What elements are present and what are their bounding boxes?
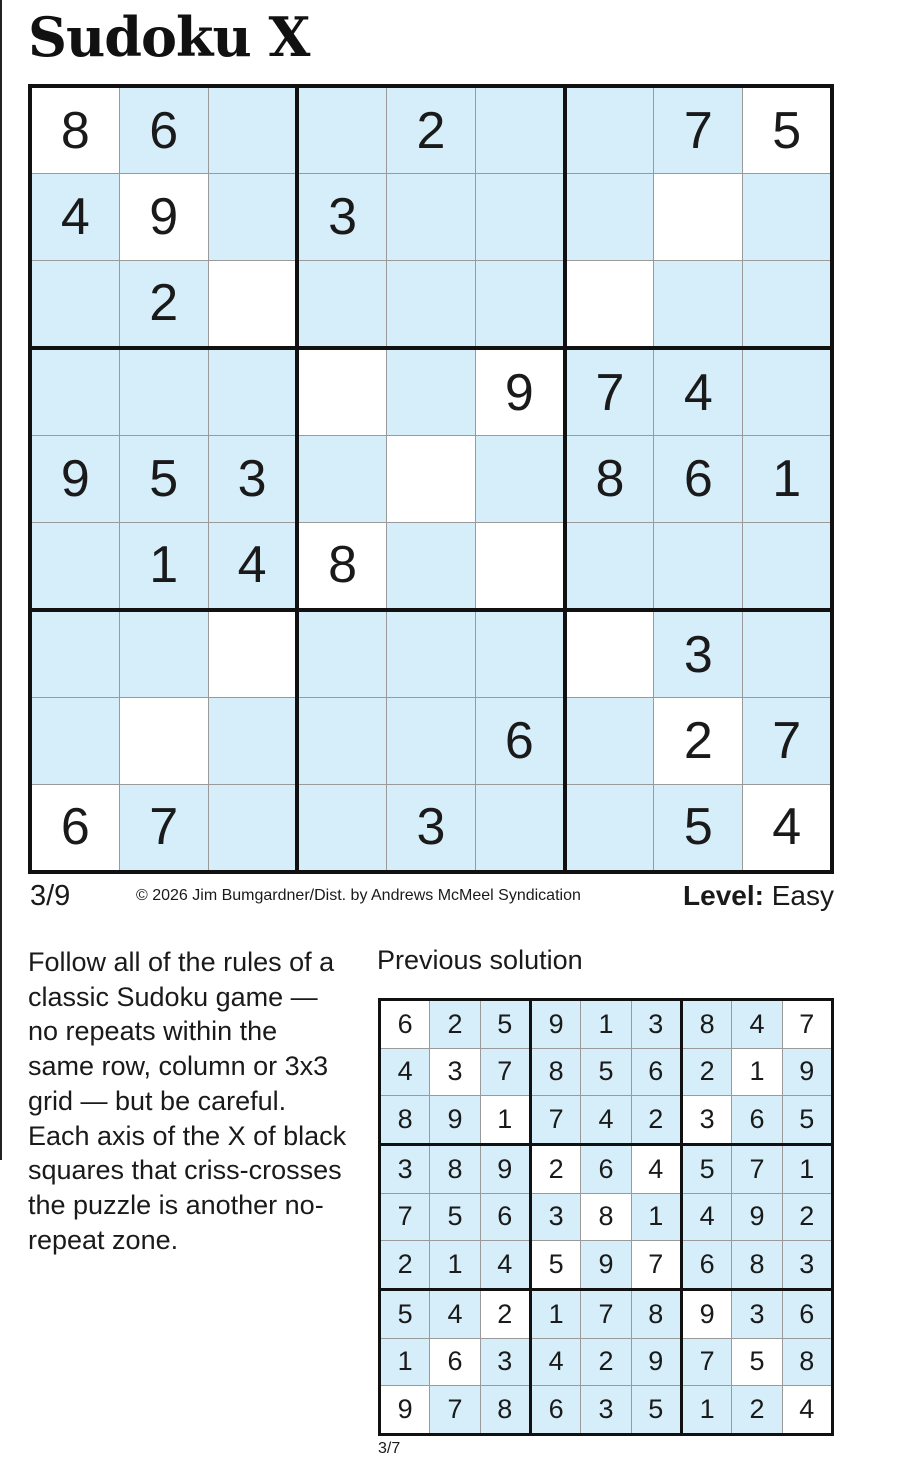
copyright-notice: © 2026 Jim Bumgardner/Dist. by Andrews McMeel Syndication [136, 887, 581, 904]
solution-cell-r5c6[interactable]: 1 [631, 1193, 681, 1241]
solution-cell-r1c7[interactable]: 8 [681, 1000, 731, 1049]
puzzle-cell-r4c6[interactable]: 9 [476, 348, 565, 436]
solution-cell-r8c8[interactable]: 5 [732, 1338, 782, 1386]
solution-cell-r4c9[interactable]: 1 [782, 1144, 832, 1193]
solution-cell-r9c3[interactable]: 8 [480, 1386, 530, 1435]
solution-cell-r8c2[interactable]: 6 [430, 1338, 480, 1386]
previous-solution-number: 3/7 [378, 1440, 401, 1457]
previous-solution-grid [378, 998, 834, 1436]
solution-cell-r1c5[interactable]: 1 [581, 1000, 631, 1049]
sudoku-x-puzzle-grid [28, 84, 834, 874]
puzzle-cell-r7c6[interactable] [476, 610, 565, 698]
solution-cell-r3c1[interactable]: 8 [380, 1096, 430, 1145]
puzzle-cell-r6c3[interactable]: 4 [208, 522, 297, 610]
puzzle-cell-r2c3[interactable] [208, 174, 297, 260]
solution-cell-r5c5[interactable]: 8 [581, 1193, 631, 1241]
puzzle-cell-r7c4[interactable] [297, 610, 386, 698]
solution-cell-r1c2[interactable]: 2 [430, 1000, 480, 1049]
solution-cell-r2c1[interactable]: 4 [380, 1048, 430, 1096]
puzzle-cell-r6c7[interactable] [565, 522, 654, 610]
solution-cell-r2c8[interactable]: 1 [732, 1048, 782, 1096]
puzzle-cell-r3c2[interactable]: 2 [119, 260, 208, 348]
solution-cell-r4c3[interactable]: 9 [480, 1144, 530, 1193]
solution-cell-r7c8[interactable]: 3 [732, 1289, 782, 1338]
puzzle-cell-r1c6[interactable] [476, 86, 565, 174]
solution-cell-row [380, 1193, 833, 1241]
puzzle-cell-r3c7[interactable] [565, 260, 654, 348]
solution-cell-r2c3[interactable]: 7 [480, 1048, 530, 1096]
solution-cell-r3c9[interactable]: 5 [782, 1096, 832, 1145]
puzzle-cell-r9c1[interactable]: 6 [30, 784, 119, 872]
solution-cell-r9c7[interactable]: 1 [681, 1386, 731, 1435]
puzzle-cell-r9c9[interactable]: 4 [743, 784, 832, 872]
solution-cell-r1c3[interactable]: 5 [480, 1000, 530, 1049]
puzzle-cell-r7c2[interactable] [119, 610, 208, 698]
puzzle-cell-row [30, 260, 832, 348]
puzzle-cell-r2c5[interactable] [386, 174, 475, 260]
puzzle-cell-r7c9[interactable] [743, 610, 832, 698]
solution-cell-r8c1[interactable]: 1 [380, 1338, 430, 1386]
solution-cell-r5c7[interactable]: 4 [681, 1193, 731, 1241]
solution-cell-r9c1[interactable]: 9 [380, 1386, 430, 1435]
solution-cell-r2c7[interactable]: 2 [681, 1048, 731, 1096]
puzzle-cell-r9c6[interactable] [476, 784, 565, 872]
solution-cell-r2c2[interactable]: 3 [430, 1048, 480, 1096]
solution-cell-r1c6[interactable]: 3 [631, 1000, 681, 1049]
puzzle-number: 3/9 [30, 880, 71, 912]
solution-cell-r8c7[interactable]: 7 [681, 1338, 731, 1386]
solution-cell-r6c9[interactable]: 3 [782, 1241, 832, 1290]
left-margin-rule [0, 0, 2, 1160]
puzzle-cell-r5c1[interactable]: 9 [30, 436, 119, 522]
puzzle-cell-r6c5[interactable] [386, 522, 475, 610]
puzzle-cell-r9c4[interactable] [297, 784, 386, 872]
puzzle-cell-row [30, 436, 832, 522]
puzzle-cell-r7c1[interactable] [30, 610, 119, 698]
puzzle-cell-r8c9[interactable]: 7 [743, 698, 832, 784]
puzzle-cell-r5c5[interactable] [386, 436, 475, 522]
solution-cell-r6c1[interactable]: 2 [380, 1241, 430, 1290]
puzzle-cell-r3c4[interactable] [297, 260, 386, 348]
solution-cell-r8c5[interactable]: 2 [581, 1338, 631, 1386]
puzzle-cell-r5c6[interactable] [476, 436, 565, 522]
solution-cell-r5c2[interactable]: 5 [430, 1193, 480, 1241]
puzzle-cell-row [30, 610, 832, 698]
puzzle-cell-r4c4[interactable] [297, 348, 386, 436]
solution-cell-row [380, 1386, 833, 1435]
solution-cell-r8c6[interactable]: 9 [631, 1338, 681, 1386]
solution-cell-r6c5[interactable]: 9 [581, 1241, 631, 1290]
puzzle-cell-row [30, 522, 832, 610]
puzzle-cell-r8c2[interactable] [119, 698, 208, 784]
solution-cell-r8c9[interactable]: 8 [782, 1338, 832, 1386]
puzzle-cell-r2c9[interactable] [743, 174, 832, 260]
solution-cell-r4c6[interactable]: 4 [631, 1144, 681, 1193]
puzzle-cell-r3c5[interactable] [386, 260, 475, 348]
solution-cell-r9c5[interactable]: 3 [581, 1386, 631, 1435]
solution-cell-r4c1[interactable]: 3 [380, 1144, 430, 1193]
puzzle-cell-r9c7[interactable] [565, 784, 654, 872]
puzzle-cell-r1c4[interactable] [297, 86, 386, 174]
solution-cell-r8c3[interactable]: 3 [480, 1338, 530, 1386]
solution-cell-r9c8[interactable]: 2 [732, 1386, 782, 1435]
puzzle-cell-r4c3[interactable] [208, 348, 297, 436]
solution-cell-r6c6[interactable]: 7 [631, 1241, 681, 1290]
puzzle-cell-row [30, 784, 832, 872]
puzzle-cell-r7c5[interactable] [386, 610, 475, 698]
puzzle-cell-r5c3[interactable]: 3 [208, 436, 297, 522]
puzzle-cell-r1c5[interactable]: 2 [386, 86, 475, 174]
solution-cell-r5c4[interactable]: 3 [530, 1193, 580, 1241]
puzzle-cell-r6c6[interactable] [476, 522, 565, 610]
puzzle-cell-r1c7[interactable] [565, 86, 654, 174]
solution-cell-r8c4[interactable]: 4 [530, 1338, 580, 1386]
puzzle-cell-r4c7[interactable]: 7 [565, 348, 654, 436]
solution-cell-r3c2[interactable]: 9 [430, 1096, 480, 1145]
puzzle-cell-r1c3[interactable] [208, 86, 297, 174]
solution-cell-r9c6[interactable]: 5 [631, 1386, 681, 1435]
level-value: Easy [771, 880, 834, 911]
puzzle-cell-r2c6[interactable] [476, 174, 565, 260]
puzzle-cell-r2c2[interactable]: 9 [119, 174, 208, 260]
solution-cell-r7c5[interactable]: 7 [581, 1289, 631, 1338]
puzzle-cell-r6c8[interactable] [654, 522, 743, 610]
solution-cell-r1c9[interactable]: 7 [782, 1000, 832, 1049]
puzzle-cell-r1c9[interactable]: 5 [743, 86, 832, 174]
puzzle-cell-r2c7[interactable] [565, 174, 654, 260]
solution-cell-r3c8[interactable]: 6 [732, 1096, 782, 1145]
solution-cell-r2c9[interactable]: 9 [782, 1048, 832, 1096]
puzzle-cell-r7c3[interactable] [208, 610, 297, 698]
puzzle-cell-r5c7[interactable]: 8 [565, 436, 654, 522]
solution-cell-r2c5[interactable]: 5 [581, 1048, 631, 1096]
solution-cell-r4c2[interactable]: 8 [430, 1144, 480, 1193]
solution-cell-r5c9[interactable]: 2 [782, 1193, 832, 1241]
solution-cell-r1c1[interactable]: 6 [380, 1000, 430, 1049]
solution-cell-r7c6[interactable]: 8 [631, 1289, 681, 1338]
puzzle-cell-r8c7[interactable] [565, 698, 654, 784]
puzzle-cell-r5c9[interactable]: 1 [743, 436, 832, 522]
solution-cell-r5c3[interactable]: 6 [480, 1193, 530, 1241]
puzzle-cell-row [30, 86, 832, 174]
puzzle-cell-r8c4[interactable] [297, 698, 386, 784]
solution-cell-r4c8[interactable]: 7 [732, 1144, 782, 1193]
solution-cell-r9c2[interactable]: 7 [430, 1386, 480, 1435]
puzzle-cell-r2c8[interactable] [654, 174, 743, 260]
level-label: Level: [683, 880, 764, 911]
solution-cell-r6c2[interactable]: 1 [430, 1241, 480, 1290]
puzzle-cell-r3c6[interactable] [476, 260, 565, 348]
puzzle-cell-r6c1[interactable] [30, 522, 119, 610]
solution-cell-r1c4[interactable]: 9 [530, 1000, 580, 1049]
solution-cell-r7c3[interactable]: 2 [480, 1289, 530, 1338]
puzzle-cell-r3c1[interactable] [30, 260, 119, 348]
solution-cell-r5c8[interactable]: 9 [732, 1193, 782, 1241]
solution-cell-r7c9[interactable]: 6 [782, 1289, 832, 1338]
solution-cell-r6c3[interactable]: 4 [480, 1241, 530, 1290]
puzzle-cell-r4c5[interactable] [386, 348, 475, 436]
solution-cell-r3c4[interactable]: 7 [530, 1096, 580, 1145]
solution-cell-row [380, 1241, 833, 1290]
puzzle-cell-r9c5[interactable]: 3 [386, 784, 475, 872]
puzzle-cell-r4c2[interactable] [119, 348, 208, 436]
solution-cell-r2c6[interactable]: 6 [631, 1048, 681, 1096]
solution-cell-row [380, 1000, 833, 1049]
puzzle-cell-r7c7[interactable] [565, 610, 654, 698]
puzzle-cell-r1c2[interactable]: 6 [119, 86, 208, 174]
puzzle-cell-r6c9[interactable] [743, 522, 832, 610]
solution-cell-r4c7[interactable]: 5 [681, 1144, 731, 1193]
puzzle-cell-r6c4[interactable]: 8 [297, 522, 386, 610]
puzzle-cell-r2c4[interactable]: 3 [297, 174, 386, 260]
difficulty-level [683, 880, 834, 912]
solution-cell-r9c4[interactable]: 6 [530, 1386, 580, 1435]
solution-cell-r4c4[interactable]: 2 [530, 1144, 580, 1193]
solution-cell-r1c8[interactable]: 4 [732, 1000, 782, 1049]
previous-solution-heading: Previous solution [377, 945, 583, 975]
puzzle-title: Sudoku X [28, 5, 310, 69]
puzzle-cell-r8c6[interactable]: 6 [476, 698, 565, 784]
puzzle-cell-r8c3[interactable] [208, 698, 297, 784]
solution-cell-r6c8[interactable]: 8 [732, 1241, 782, 1290]
solution-cell-r7c2[interactable]: 4 [430, 1289, 480, 1338]
solution-cell-row [380, 1048, 833, 1096]
solution-cell-row [380, 1096, 833, 1145]
solution-cell-r3c3[interactable]: 1 [480, 1096, 530, 1145]
solution-cell-r7c7[interactable]: 9 [681, 1289, 731, 1338]
solution-cell-r6c7[interactable]: 6 [681, 1241, 731, 1290]
puzzle-cell-r5c8[interactable]: 6 [654, 436, 743, 522]
solution-cell-r4c5[interactable]: 6 [581, 1144, 631, 1193]
solution-cell-r3c6[interactable]: 2 [631, 1096, 681, 1145]
puzzle-cell-row [30, 174, 832, 260]
puzzle-cell-r1c1[interactable]: 8 [30, 86, 119, 174]
puzzle-cell-r8c5[interactable] [386, 698, 475, 784]
puzzle-cell-row [30, 348, 832, 436]
puzzle-cell-r4c9[interactable] [743, 348, 832, 436]
puzzle-cell-r3c9[interactable] [743, 260, 832, 348]
instructions-text: Follow all of the rules of a classic Sudoku game — no repeats within the same row, column or 3x3 grid — but be careful. Each axis of the X of black squares that criss-crosses the puzzle is another no-repeat zone. [28, 947, 347, 1255]
solution-cell-r6c4[interactable]: 5 [530, 1241, 580, 1290]
solution-cell-r3c5[interactable]: 4 [581, 1096, 631, 1145]
solution-cell-row [380, 1289, 833, 1338]
solution-cell-r3c7[interactable]: 3 [681, 1096, 731, 1145]
puzzle-cell-row [30, 698, 832, 784]
puzzle-cell-r9c8[interactable]: 5 [654, 784, 743, 872]
puzzle-cell-r8c8[interactable]: 2 [654, 698, 743, 784]
solution-cell-r7c4[interactable]: 1 [530, 1289, 580, 1338]
puzzle-cell-r1c8[interactable]: 7 [654, 86, 743, 174]
puzzle-cell-r3c3[interactable] [208, 260, 297, 348]
puzzle-cell-r4c1[interactable] [30, 348, 119, 436]
puzzle-cell-r2c1[interactable]: 4 [30, 174, 119, 260]
puzzle-cell-r9c3[interactable] [208, 784, 297, 872]
solution-cell-row [380, 1338, 833, 1386]
puzzle-cell-r3c8[interactable] [654, 260, 743, 348]
puzzle-cell-r6c2[interactable]: 1 [119, 522, 208, 610]
puzzle-cell-r4c8[interactable]: 4 [654, 348, 743, 436]
solution-cell-r7c1[interactable]: 5 [380, 1289, 430, 1338]
puzzle-cell-r5c4[interactable] [297, 436, 386, 522]
puzzle-cell-r8c1[interactable] [30, 698, 119, 784]
puzzle-cell-r9c2[interactable]: 7 [119, 784, 208, 872]
solution-cell-r9c9[interactable]: 4 [782, 1386, 832, 1435]
solution-cell-r2c4[interactable]: 8 [530, 1048, 580, 1096]
puzzle-cell-r7c8[interactable]: 3 [654, 610, 743, 698]
puzzle-cell-r5c2[interactable]: 5 [119, 436, 208, 522]
solution-cell-r5c1[interactable]: 7 [380, 1193, 430, 1241]
solution-cell-row [380, 1144, 833, 1193]
